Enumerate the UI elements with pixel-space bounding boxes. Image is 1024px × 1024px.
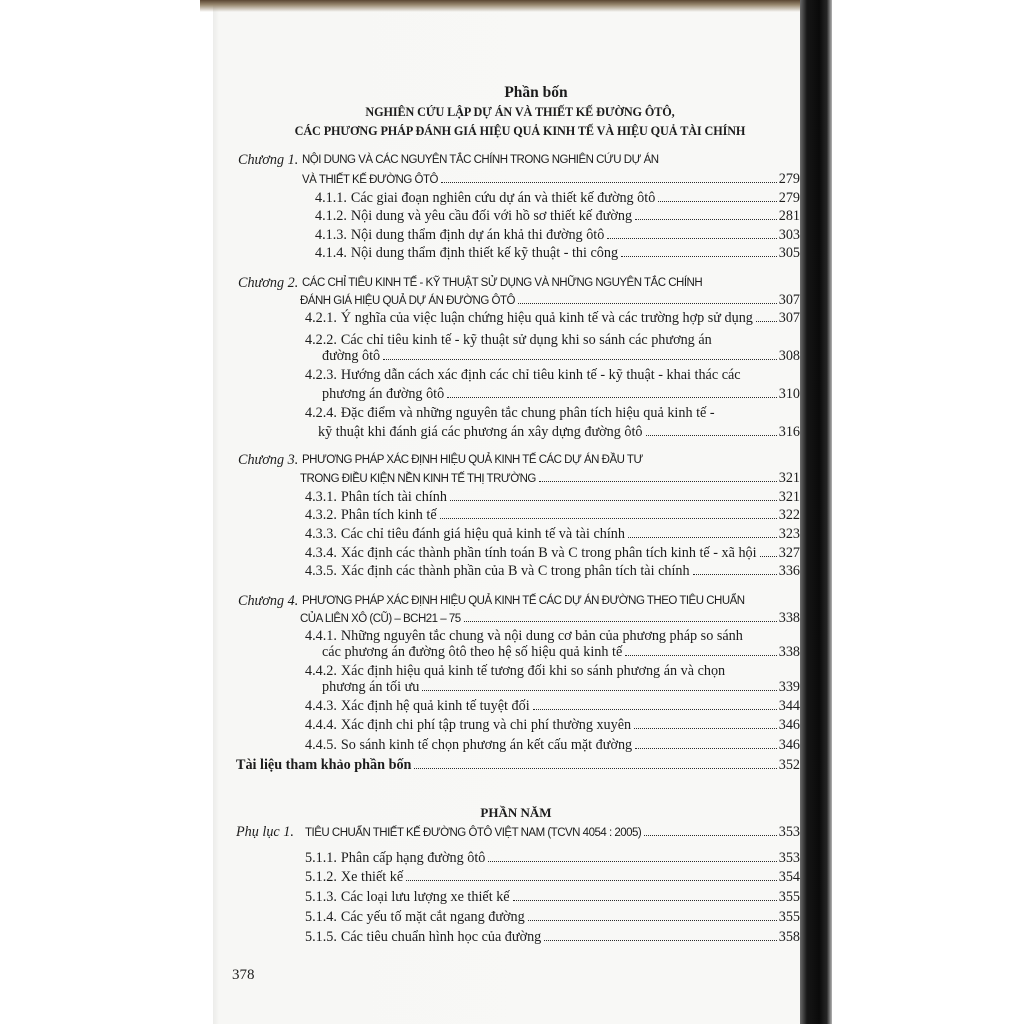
- dot-leader: [414, 768, 776, 769]
- section-title: Xác định hệ quả kinh tế tuyệt đối: [340, 698, 530, 714]
- section-label: [305, 736, 632, 754]
- chapter-title-text: VÀ THIẾT KẾ ĐƯỜNG ÔTÔ: [302, 174, 438, 186]
- section-5-1-4: [305, 908, 800, 926]
- section-4-4-3: [305, 697, 800, 715]
- dot-leader: [628, 537, 777, 538]
- section-5-1-3: [305, 888, 800, 906]
- appendix-title-text: TIÊU CHUẨN THIẾT KẾ ĐƯỜNG ÔTÔ VIỆT NAM (TCVN 4054 : 2005): [305, 827, 642, 839]
- section-title: Xác định chi phí tập trung và chi phí thường xuyên: [340, 717, 632, 733]
- chapter-3-label: Chương 3.: [238, 452, 299, 468]
- section-number: 4.4.2.: [305, 663, 337, 679]
- section-title-continued: các phương án đường ôtô theo hệ số hiệu quả kinh tế: [322, 644, 623, 660]
- dot-leader: [635, 219, 777, 220]
- dot-leader: [513, 900, 777, 901]
- section-title: Phân tích kinh tế: [340, 507, 437, 523]
- page-ref: 352: [778, 757, 800, 773]
- page-ref: 355: [778, 909, 800, 925]
- section-number: 4.4.4.: [305, 717, 337, 733]
- section-label: [315, 189, 655, 207]
- section-number: 4.1.4.: [315, 245, 347, 261]
- section-number: 4.3.3.: [305, 526, 337, 542]
- section-number: 4.1.3.: [315, 227, 347, 243]
- section-4-1-4: [315, 244, 800, 262]
- section-4-3-1: [305, 488, 800, 506]
- section-label: [305, 888, 510, 906]
- section-title-continued: kỹ thuật khi đánh giá các phương án xây dựng đường ôtô: [318, 424, 643, 440]
- page-ref: 307: [778, 292, 800, 308]
- section-4-2-4-line-2: [318, 423, 800, 441]
- section-label: [305, 868, 403, 886]
- section-title: Xác định các thành phần của B và C trong phân tích tài chính: [340, 563, 690, 579]
- section-title: So sánh kinh tế chọn phương án kết cấu mặt đường: [340, 737, 633, 753]
- dot-leader: [488, 861, 776, 862]
- section-4-4-1-line-2: [322, 643, 800, 661]
- section-number: 4.4.3.: [305, 698, 337, 714]
- page-ref: 358: [778, 929, 800, 945]
- section-title-continued: phương án đường ôtô: [322, 386, 445, 402]
- chapter-4-title-line-1: PHƯƠNG PHÁP XÁC ĐỊNH HIỆU QUẢ KINH TẾ CÁC DỰ ÁN ĐƯỜNG THEO TIÊU CHUẨN: [302, 595, 745, 607]
- page-ref: 303: [778, 227, 800, 243]
- section-title: Các loại lưu lượng xe thiết kế: [340, 889, 510, 905]
- dot-leader: [756, 321, 777, 322]
- section-title-continued: đường ôtô: [322, 348, 381, 364]
- dot-leader: [383, 359, 777, 360]
- section-5-1-2: [305, 868, 800, 886]
- section-title: Các chỉ tiêu kinh tế - kỹ thuật sử dụng khi so sánh các phương án: [340, 332, 712, 348]
- section-4-2-2-line-2: [322, 347, 800, 365]
- dot-leader: [646, 435, 777, 436]
- dot-leader: [518, 303, 777, 304]
- section-4-1-2: [315, 207, 800, 225]
- page-ref: 281: [778, 208, 800, 224]
- page-ref: 305: [778, 245, 800, 261]
- dot-leader: [621, 256, 777, 257]
- appendix-1-title: [305, 823, 800, 841]
- chapter-2-title-line-2: [300, 291, 800, 309]
- page-ref: 321: [778, 470, 800, 486]
- section-4-3-3: [305, 525, 800, 543]
- page-ref: 336: [778, 563, 800, 579]
- section-label: [305, 506, 437, 524]
- section-title: Các yếu tố mặt cắt ngang đường: [340, 909, 525, 925]
- dot-leader: [533, 709, 777, 710]
- dot-leader: [440, 518, 777, 519]
- page-ref: 346: [778, 717, 800, 733]
- section-title-continued: phương án tối ưu: [322, 679, 420, 695]
- page-ref: 354: [778, 869, 800, 885]
- section-4-2-3-line-1: [305, 366, 741, 384]
- chapter-2-title-line-1: CÁC CHỈ TIÊU KINH TẾ - KỸ THUẬT SỬ DỤNG VÀ NHỮNG NGUYÊN TẮC CHÍNH: [302, 277, 703, 289]
- section-number: 4.2.2.: [305, 332, 337, 348]
- page-ref: 327: [778, 545, 800, 561]
- section-4-2-3-line-2: [322, 385, 800, 403]
- section-number: 4.1.2.: [315, 208, 347, 224]
- section-title: Phân cấp hạng đường ôtô: [340, 850, 486, 866]
- section-label: [305, 544, 757, 562]
- page-ref: 321: [778, 489, 800, 505]
- chapter-2-label: Chương 2.: [238, 275, 299, 291]
- dot-leader: [539, 481, 777, 482]
- section-title: Nội dung thẩm định thiết kế kỹ thuật - thi công: [350, 245, 619, 261]
- section-title: Nội dung và yêu cầu đối với hồ sơ thiết kế đường: [350, 208, 633, 224]
- section-title: Xác định các thành phần tính toán B và C trong phân tích kinh tế - xã hội: [340, 545, 757, 561]
- dot-leader: [464, 621, 777, 622]
- chapter-1-label: Chương 1.: [238, 152, 299, 168]
- dot-leader: [634, 728, 777, 729]
- section-number: 4.3.2.: [305, 507, 337, 523]
- section-number: 4.2.1.: [305, 310, 337, 326]
- section-4-1-1: [315, 189, 800, 207]
- section-title: Các chỉ tiêu đánh giá hiệu quả kinh tế và tài chính: [340, 526, 625, 542]
- page-ref: 338: [778, 610, 800, 626]
- dot-leader: [441, 182, 777, 183]
- references-label: Tài liệu tham khảo phần bốn: [236, 757, 412, 773]
- section-label: [315, 207, 632, 225]
- section-title: Các tiêu chuẩn hình học của đường: [340, 929, 542, 945]
- dot-leader: [607, 238, 776, 239]
- page-ref: 310: [778, 386, 800, 402]
- section-title: Xe thiết kế: [340, 869, 404, 885]
- part-five-heading: PHẦN NĂM: [480, 805, 552, 820]
- part-four-title-line-1: NGHIÊN CỨU LẬP DỰ ÁN VÀ THIẾT KẾ ĐƯỜNG ÔTÔ,: [365, 105, 675, 119]
- section-number: 5.1.3.: [305, 889, 337, 905]
- chapter-3-title-line-1: PHƯƠNG PHÁP XÁC ĐỊNH HIỆU QUẢ KINH TẾ CÁC DỰ ÁN ĐẦU TƯ: [302, 454, 643, 466]
- part-four-heading: Phần bốn: [504, 84, 568, 101]
- book-binding-shadow: [800, 0, 832, 1024]
- section-4-4-4: [305, 716, 800, 734]
- page-ref: 344: [778, 698, 800, 714]
- section-title: Nội dung thẩm định dự án khả thi đường ôtô: [350, 227, 605, 243]
- section-label: [305, 525, 625, 543]
- section-4-2-4-line-1: [305, 404, 715, 422]
- chapter-title-text: TRONG ĐIỀU KIỆN NỀN KINH TẾ THỊ TRƯỜNG: [300, 473, 536, 485]
- section-label: [315, 226, 604, 244]
- chapter-1-title-line-2: [302, 170, 800, 188]
- appendix-1-label: Phụ lục 1.: [236, 824, 294, 840]
- section-number: 5.1.2.: [305, 869, 337, 885]
- chapter-4-label: Chương 4.: [238, 593, 299, 609]
- section-label: [315, 244, 618, 262]
- page-ref: 279: [778, 171, 800, 187]
- page-ref: 353: [778, 824, 800, 840]
- page-ref: 338: [778, 644, 800, 660]
- page-ref: 353: [778, 850, 800, 866]
- part-four-title-line-2: CÁC PHƯƠNG PHÁP ĐÁNH GIÁ HIỆU QUẢ KINH TẾ VÀ HIỆU QUẢ TÀI CHÍNH: [294, 124, 746, 138]
- section-number: 4.4.5.: [305, 737, 337, 753]
- section-number: 4.3.4.: [305, 545, 337, 561]
- page-ref: 316: [778, 424, 800, 440]
- page-ref: 322: [778, 507, 800, 523]
- section-title: Ý nghĩa của việc luận chứng hiệu quả kinh tế và các trường hợp sử dụng: [340, 310, 753, 326]
- section-label: [305, 309, 753, 327]
- section-number: 4.3.1.: [305, 489, 337, 505]
- chapter-3-title-line-2: [300, 469, 800, 487]
- section-title: Xác định hiệu quả kinh tế tương đối khi so sánh phương án và chọn: [340, 663, 726, 679]
- page-ref: 323: [778, 526, 800, 542]
- dot-leader: [625, 655, 776, 656]
- page-ref: 308: [778, 348, 800, 364]
- section-number: 4.2.3.: [305, 367, 337, 383]
- chapter-title-text: CỦA LIÊN XÔ (CŨ) – BCH21 – 75: [300, 613, 461, 625]
- page-ref: 307: [778, 310, 800, 326]
- dot-leader: [760, 556, 777, 557]
- dot-leader: [528, 920, 777, 921]
- chapter-4-title-line-2: [300, 609, 800, 627]
- section-label: [305, 928, 541, 946]
- page-ref: 339: [778, 679, 800, 695]
- dot-leader: [422, 690, 776, 691]
- section-title: Phân tích tài chính: [340, 489, 447, 505]
- page-top-edge: [200, 0, 812, 12]
- section-4-1-3: [315, 226, 800, 244]
- section-label: [305, 562, 690, 580]
- section-title: Đặc điểm và những nguyên tắc chung phân tích hiệu quả kinh tế -: [340, 405, 715, 421]
- section-number: 4.1.1.: [315, 190, 347, 206]
- dot-leader: [450, 500, 777, 501]
- section-label: [305, 849, 485, 867]
- page-ref: 355: [778, 889, 800, 905]
- section-number: 4.4.1.: [305, 628, 337, 644]
- page-ref: 279: [778, 190, 800, 206]
- section-4-3-4: [305, 544, 800, 562]
- section-label: [305, 697, 530, 715]
- page-ref: 346: [778, 737, 800, 753]
- section-title: Hướng dẫn cách xác định các chỉ tiêu kinh tế - kỹ thuật - khai thác các: [340, 367, 741, 383]
- section-5-1-5: [305, 928, 800, 946]
- section-label: [305, 716, 631, 734]
- dot-leader: [658, 201, 776, 202]
- section-5-1-1: [305, 849, 800, 867]
- section-label: [305, 488, 447, 506]
- section-4-2-1: [305, 309, 800, 327]
- dot-leader: [447, 397, 777, 398]
- section-number: 5.1.5.: [305, 929, 337, 945]
- section-4-3-2: [305, 506, 800, 524]
- dot-leader: [406, 880, 777, 881]
- section-number: 5.1.4.: [305, 909, 337, 925]
- dot-leader: [644, 835, 776, 836]
- page-number: 378: [232, 967, 255, 983]
- dot-leader: [693, 574, 777, 575]
- chapter-1-title-line-1: NỘI DUNG VÀ CÁC NGUYÊN TẮC CHÍNH TRONG NGHIÊN CỨU DỰ ÁN: [302, 154, 659, 166]
- section-4-4-2-line-2: [322, 678, 800, 696]
- references-entry: [236, 756, 800, 774]
- section-number: 4.2.4.: [305, 405, 337, 421]
- dot-leader: [635, 748, 777, 749]
- section-title: Các giai đoạn nghiên cứu dự án và thiết kế đường ôtô: [350, 190, 656, 206]
- section-number: 5.1.1.: [305, 850, 337, 866]
- chapter-title-text: ĐÁNH GIÁ HIỆU QUẢ DỰ ÁN ĐƯỜNG ÔTÔ: [300, 295, 515, 307]
- section-4-3-5: [305, 562, 800, 580]
- section-label: [305, 908, 525, 926]
- section-title: Những nguyên tắc chung và nội dung cơ bản của phương pháp so sánh: [340, 628, 743, 644]
- section-number: 4.3.5.: [305, 563, 337, 579]
- section-4-4-5: [305, 736, 800, 754]
- dot-leader: [544, 940, 776, 941]
